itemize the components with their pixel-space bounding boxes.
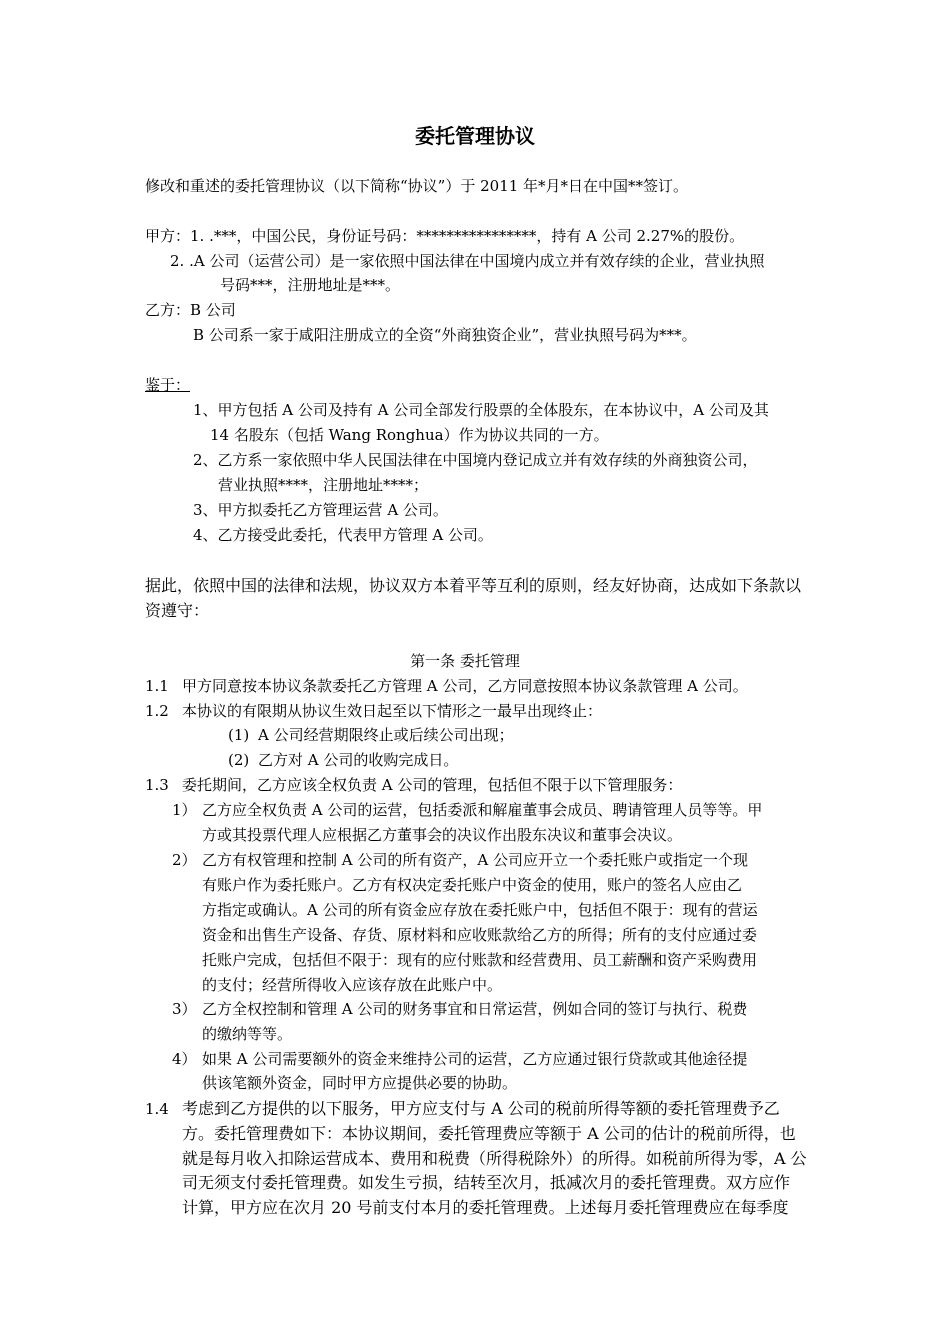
clause-number: 1.4 (145, 1100, 169, 1118)
list-item-line: 乙方应全权负责 A 公司的运营，包括委派和解雇董事会成员、聘请管理人员等等。甲 (202, 801, 763, 819)
clause-number: 1.1 (145, 677, 169, 695)
sub-item-number: (1) (228, 726, 250, 744)
list-item-line: 方指定或确认。A 公司的所有资金应存放在委托账户中，包括但不限于：现有的营运 (202, 901, 758, 919)
list-number: 1） (172, 801, 197, 819)
whereas-item: 3、甲方拟委托乙方管理运营 A 公司。 (193, 501, 448, 519)
party-a-item2-cont: 号码***，注册地址是***。 (220, 276, 401, 294)
sub-item-text: A 公司经营期限终止或后续公司出现； (258, 726, 514, 744)
clause-text: 委托期间，乙方应该全权负责 A 公司的管理，包括但不限于以下管理服务： (182, 776, 683, 794)
whereas-item: 1、甲方包括 A 公司及持有 A 公司全部发行股票的全体股东，在本协议中，A 公司及其 (193, 401, 769, 419)
list-item-line: 如果 A 公司需要额外的资金来维持公司的运营，乙方应通过银行贷款或其他途径提 (202, 1050, 748, 1068)
clause-text-line: 考虑到乙方提供的以下服务，甲方应支付与 A 公司的税前所得等额的委托管理费予乙 (182, 1099, 780, 1118)
whereas-item-cont: 14 名股东（包括 Wang Ronghua）作为协议共同的一方。 (210, 426, 609, 444)
list-number: 2） (172, 851, 197, 869)
sub-item-text: 乙方对 A 公司的收购完成日。 (258, 751, 459, 769)
clause-text-line: 计算，甲方应在次月 20 号前支付本月的委托管理费。上述每月委托管理费应在每季度 (182, 1198, 789, 1217)
clause-text-line: 方。委托管理费如下：本协议期间，委托管理费应等额于 A 公司的估计的税前所得，也 (182, 1124, 796, 1143)
sub-item-number: (2) (228, 751, 250, 769)
clause-text: 甲方同意按本协议条款委托乙方管理 A 公司，乙方同意按照本协议条款管理 A 公司。 (182, 677, 748, 695)
whereas-heading: 鉴于： (145, 376, 191, 394)
whereas-item: 2、乙方系一家依照中华人民国法律在中国境内登记成立并有效存续的外商独资公司， (193, 451, 758, 469)
list-item-line: 的缴纳等等。 (202, 1025, 293, 1043)
list-item-line: 乙方全权控制和管理 A 公司的财务事宜和日常运营，例如合同的签订与执行、税费 (202, 1000, 748, 1018)
accordingly-line: 据此，依照中国的法律和法规，协议双方本着平等互利的原则，经友好协商，达成如下条款以 (145, 576, 802, 595)
list-item-line: 资金和出售生产设备、存货、原材料和应收账款给乙方的所得；所有的支付应通过委 (202, 926, 758, 944)
preamble: 修改和重述的委托管理协议（以下简称“协议”）于 2011 年*月*日在中国**签订。 (145, 177, 689, 195)
list-item-line: 方或其投票代理人应根据乙方董事会的决议作出股东决议和董事会决议。 (202, 826, 683, 844)
party-a-line: 甲方：1. .***，中国公民，身份证号码：****************，持有 A 公司 2.27%的股份。 (145, 227, 745, 245)
whereas-item-cont: 营业执照****，注册地址****； (218, 476, 429, 494)
list-item-line: 供该笔额外资金，同时甲方应提供必要的协助。 (202, 1074, 518, 1092)
list-item-line: 乙方有权管理和控制 A 公司的所有资产，A 公司应开立一个委托账户或指定一个现 (202, 851, 748, 869)
article-heading: 第一条 委托管理 (410, 652, 520, 670)
clause-text-line: 就是每月收入扣除运营成本、费用和税费（所得税除外）的所得。如税前所得为零，A 公 (182, 1149, 807, 1168)
clause-text-line: 司无须支付委托管理费。如发生亏损，结转至次月，抵减次月的委托管理费。双方应作 (182, 1173, 791, 1192)
clause-text: 本协议的有限期从协议生效日起至以下情形之一最早出现终止： (182, 702, 603, 720)
accordingly-line: 资遵守： (145, 601, 210, 620)
clause-number: 1.2 (145, 702, 169, 720)
document-title: 委托管理协议 (415, 124, 535, 148)
list-number: 4） (172, 1050, 197, 1068)
party-b-desc: B 公司系一家于咸阳注册成立的全资“外商独资企业”，营业执照号码为***。 (193, 326, 697, 344)
list-number: 3） (172, 1000, 197, 1018)
list-item-line: 托账户完成，包括但不限于：现有的应付账款和经营费用、员工薪酬和资产采购费用 (202, 951, 758, 969)
whereas-item: 4、乙方接受此委托，代表甲方管理 A 公司。 (193, 526, 493, 544)
clause-number: 1.3 (145, 776, 169, 794)
party-a-item2: 2. .A 公司（运营公司）是一家依照中国法律在中国境内成立并有效存续的企业，营业执照 (170, 252, 765, 270)
party-b-line: 乙方：B 公司 (145, 301, 236, 319)
list-item-line: 有账户作为委托账户。乙方有权决定委托账户中资金的使用，账户的签名人应由乙 (202, 876, 743, 894)
list-item-line: 的支付；经营所得收入应该存放在此账户中。 (202, 976, 503, 994)
